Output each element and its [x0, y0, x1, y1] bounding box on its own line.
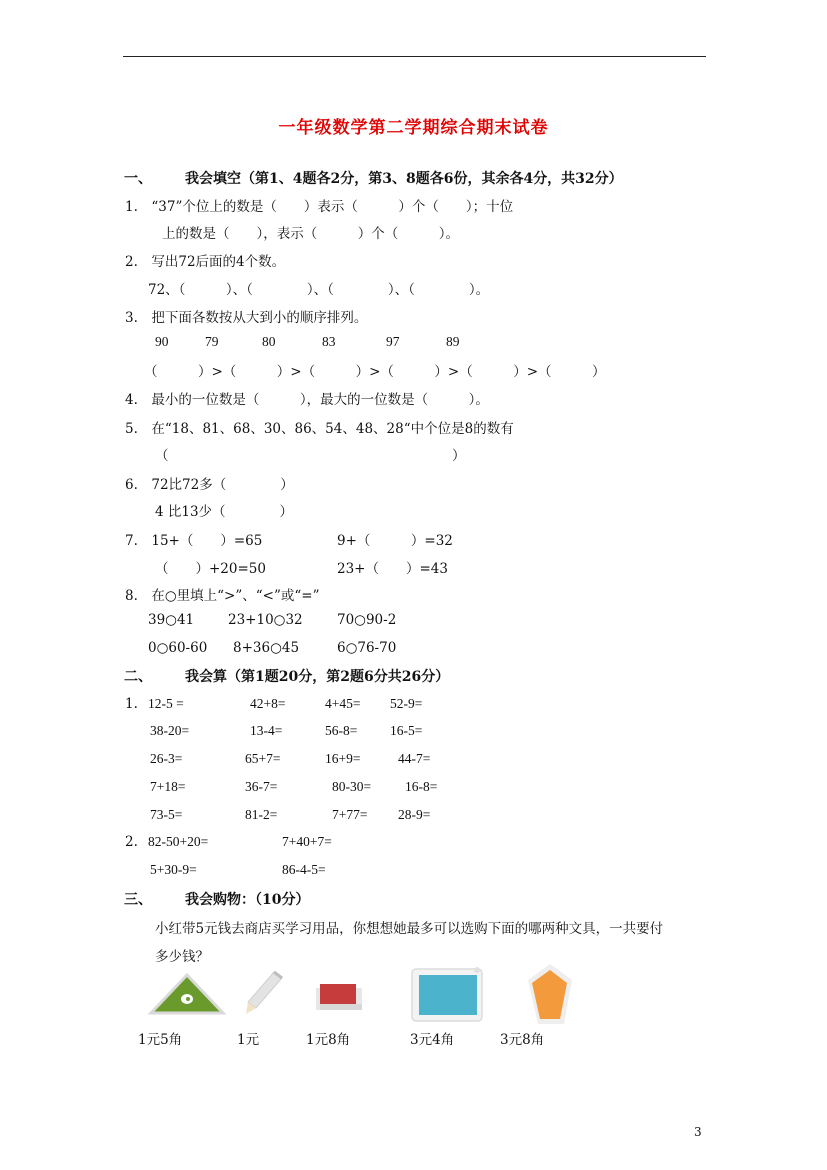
question-8-item: 6○76-70: [337, 640, 397, 656]
question-8a: 8. 在○里填上“>”、“<”或“=”: [125, 588, 320, 604]
question-1a: 1. “37”个位上的数是（ ）表示（ ）个（ ）；十位: [125, 199, 514, 215]
q3-number: 97: [386, 334, 400, 349]
calc-expression: 81-2=: [245, 807, 278, 822]
page-number: 3: [694, 1125, 702, 1139]
calc-expression: 38-20=: [150, 723, 190, 738]
calc-q2-label: 2.: [125, 834, 138, 850]
pencil-icon: [244, 968, 286, 1016]
question-8-item: 39○41: [148, 612, 195, 628]
price-label: 1元5角: [138, 1032, 183, 1048]
section-2-heading: 我会算（第1题20分，第2题6分共26分）: [185, 669, 450, 685]
price-label: 3元8角: [500, 1032, 545, 1048]
pentagon-icon: [526, 962, 576, 1028]
calc-expression: 73-5=: [150, 807, 183, 822]
calc-expression: 13-4=: [250, 723, 283, 738]
price-label: 1元8角: [306, 1032, 351, 1048]
q3-number: 80: [262, 334, 276, 349]
calc-expression: 4+45=: [325, 696, 361, 711]
calc-expression: 7+18=: [150, 779, 186, 794]
question-7-item: （ ）+20=50: [155, 561, 266, 577]
q3-number: 89: [446, 334, 460, 349]
calc-expression: 36-7=: [245, 779, 278, 794]
price-label: 3元4角: [410, 1032, 455, 1048]
page-title: 一年级数学第二学期综合期末试卷: [278, 118, 549, 138]
calc-expression: 12-5 =: [148, 696, 184, 711]
calc-expression: 52-9=: [390, 696, 423, 711]
question-1b: 上的数是（ ），表示（ ）个（ ）。: [162, 226, 459, 242]
question-8-item: 8+36○45: [233, 640, 300, 656]
question-5a: 5. 在“18、81、68、30、86、54、48、28“中个位是8的数有: [125, 421, 514, 437]
question-8-item: 0○60-60: [148, 640, 208, 656]
shop-question-line1: 小红带5元钱去商店买学习用品，你想想她最多可以选购下面的哪两种文具，一共要付: [155, 921, 664, 937]
calc-expression: 80-30=: [332, 779, 372, 794]
calc-expression: 7+77=: [332, 807, 368, 822]
question-7-item: 7. 15+（ ）=65: [125, 533, 263, 549]
section-3-number: 三、: [124, 892, 152, 908]
calc-expression: 26-3=: [150, 751, 183, 766]
board-icon: [410, 965, 485, 1025]
calc-expression: 82-50+20=: [148, 834, 209, 849]
q3-number: 83: [322, 334, 336, 349]
question-7-item: 23+（ ）=43: [337, 561, 448, 577]
header-rule: [123, 56, 706, 57]
q3-number: 79: [205, 334, 219, 349]
calc-expression: 42+8=: [250, 696, 286, 711]
question-3-blanks: （ ）>（ ）>（ ）>（ ）>（ ）>（ ）: [144, 364, 606, 380]
question-8-item: 70○90-2: [337, 612, 397, 628]
calc-expression: 16-8=: [405, 779, 438, 794]
question-3a: 3. 把下面各数按从大到小的顺序排列。: [125, 310, 368, 326]
calc-expression: 86-4-5=: [282, 862, 326, 877]
calc-expression: 44-7=: [398, 751, 431, 766]
section-1-heading: 我会填空（第1、4题各2分，第3、8题各6份，其余各4分，共32分）: [185, 171, 623, 187]
question-5b: （ ）: [155, 448, 466, 464]
calc-expression: 16+9=: [325, 751, 361, 766]
question-2a: 2. 写出72后面的4个数。: [125, 254, 286, 270]
question-7-item: 9+（ ）=32: [337, 533, 453, 549]
question-8-item: 23+10○32: [228, 612, 303, 628]
section-2-number: 二、: [124, 669, 152, 685]
calc-expression: 16-5=: [390, 723, 423, 738]
shop-question-line2: 多少钱？: [155, 949, 209, 965]
triangle-ruler-icon: [150, 973, 225, 1015]
calc-q1-label: 1.: [125, 696, 138, 712]
price-label: 1元: [237, 1032, 260, 1048]
eraser-icon: [314, 980, 364, 1014]
question-4: 4. 最小的一位数是（ ），最大的一位数是（ ）。: [125, 392, 489, 408]
calc-expression: 7+40+7=: [282, 834, 332, 849]
question-6a: 6. 72比72多（ ）: [125, 477, 294, 493]
question-2b: 72、（ ）、（ ）、（ ）、（ ）。: [148, 282, 490, 298]
calc-expression: 28-9=: [398, 807, 431, 822]
calc-expression: 65+7=: [245, 751, 281, 766]
calc-expression: 5+30-9=: [150, 862, 197, 877]
section-1-number: 一、: [124, 171, 152, 187]
section-3-heading: 我会购物：（10分）: [185, 892, 310, 908]
calc-expression: 56-8=: [325, 723, 358, 738]
question-6b: 4 比13少（ ）: [155, 504, 294, 520]
q3-number: 90: [155, 334, 169, 349]
